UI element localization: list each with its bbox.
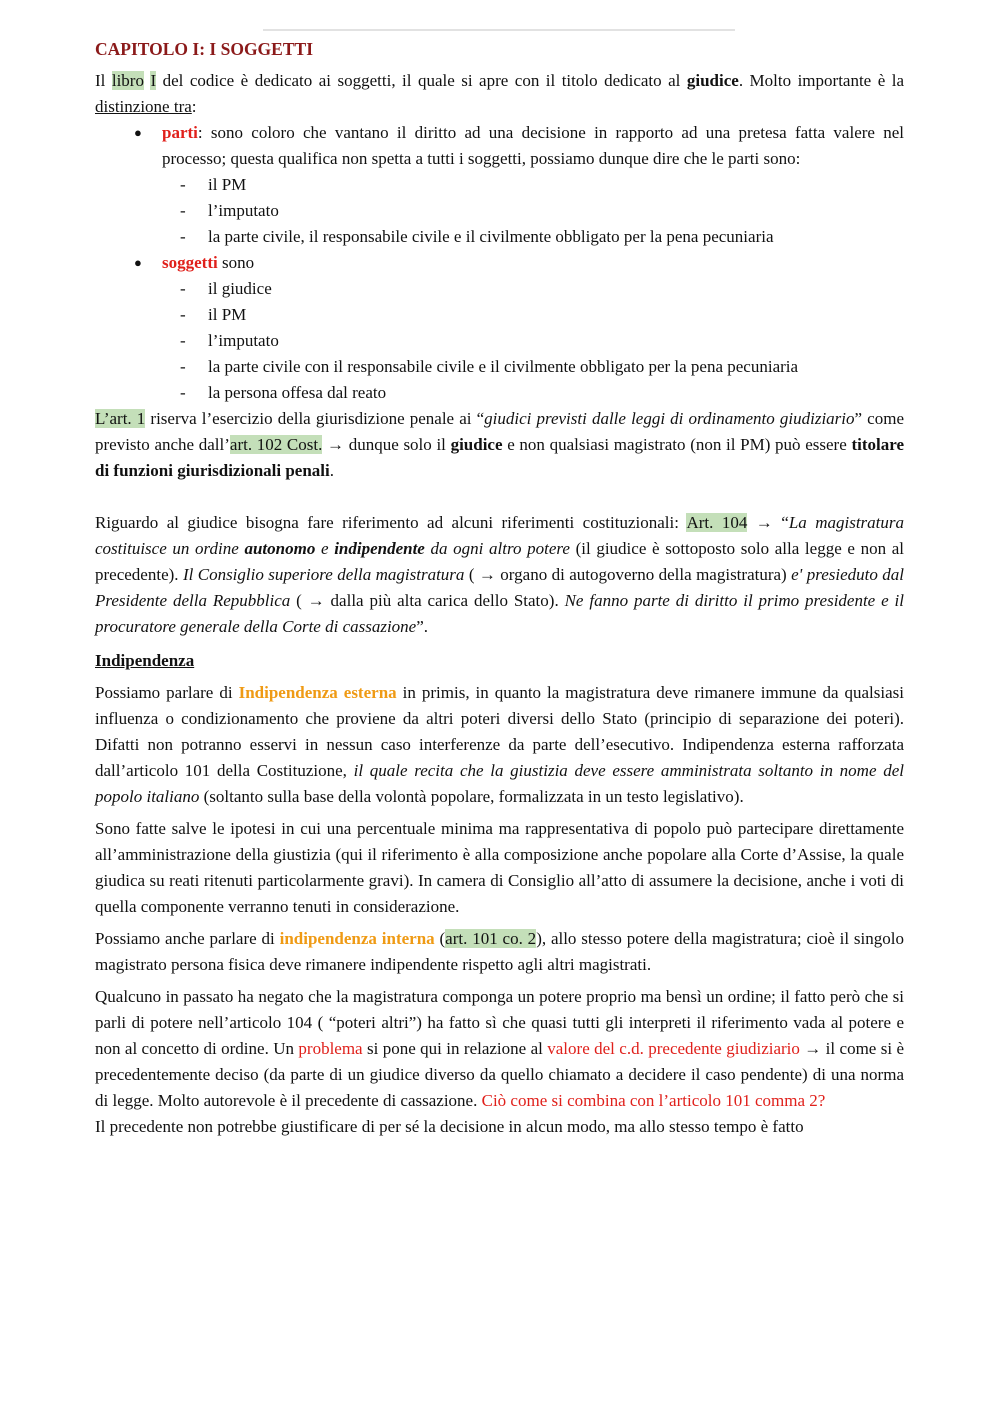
italic-text: il quale recita che la giustizia deve essere amministrata soltanto in nome del popolo italiano <box>95 761 904 806</box>
text: Possiamo parlare di <box>95 683 239 702</box>
art1-paragraph <box>95 406 904 484</box>
text: Il <box>95 71 112 90</box>
art104-paragraph <box>95 510 904 640</box>
text: (il giudice è sottoposto solo alla legge e non al precedente). <box>95 539 905 584</box>
precedente-paragraph <box>95 984 904 1114</box>
list-item: - il PM <box>208 302 904 328</box>
list-item: - la parte civile, il responsabile civile e il civilmente obbligato per la pena pecuniaria <box>208 224 904 250</box>
parti-list <box>162 172 904 250</box>
orange-indipendenza-esterna: Indipendenza esterna <box>238 683 397 702</box>
bold-giudice: giudice <box>450 435 503 454</box>
text: Possiamo anche parlare di <box>95 929 280 948</box>
text: ”. <box>416 617 429 636</box>
text: . Molto importante è la <box>738 71 904 90</box>
text: ( → organo di autogoverno della magistratura) <box>464 565 792 584</box>
indipendenza-esterna-paragraph <box>95 680 904 810</box>
highlight-art102: art. 102 Cost. <box>229 435 323 454</box>
text: ( → dalla più alta carica dello Stato). <box>290 591 565 610</box>
italic-text: e' presieduto dal Presidente della Repubblica <box>95 565 904 610</box>
last-paragraph: Il precedente non potrebbe giustificare di per sé la decisione in alcun modo, ma allo stesso tempo è fatto <box>95 1117 804 1136</box>
soggetti-list <box>162 276 904 406</box>
bold-italic-autonomo: autonomo <box>244 539 316 558</box>
intro-paragraph <box>95 68 904 120</box>
list-item: - la persona offesa dal reato <box>208 380 904 406</box>
highlight-libro: libro <box>111 71 144 90</box>
orange-indipendenza-interna: indipendenza interna <box>279 929 435 948</box>
text: (soltanto sulla base della volontà popolare, formalizzata in un testo legislativo). <box>199 787 744 806</box>
salve-paragraph: Sono fatte salve le ipotesi in cui una percentuale minima ma rappresentativa di popolo può partecipare direttamente all’amministrazione della giustizia (qui il riferimento è alla composizione anche popolare alla Corte d’Assise, la quale giudica su reati ritenuti particolarmente gravi). In camera di Consiglio all’atto di assumere la decisione, anche i voti di quella componente verranno tenuti in considerazione. <box>95 819 904 916</box>
parti-label: parti <box>162 123 198 142</box>
italic-text: Ne fanno parte di diritto il primo presidente e il procuratore generale della Corte di cassazione <box>95 591 904 636</box>
text: → dunque solo il <box>322 435 451 454</box>
text: Riguardo al giudice bisogna fare riferimento ad alcuni riferimenti costituzionali: <box>95 513 687 532</box>
bold-italic-indipendente: indipendente <box>334 539 425 558</box>
soggetti-label: soggetti <box>162 253 218 272</box>
text: e non qualsiasi magistrato (non il PM) può essere <box>502 435 852 454</box>
bold-giudice: giudice <box>686 71 739 90</box>
text: riserva l’esercizio della giurisdizione penale ai “ <box>145 409 485 428</box>
list-item: - la parte civile con il responsabile civile e il civilmente obbligato per la pena pecuniaria <box>208 354 904 380</box>
text: . <box>329 461 335 480</box>
indipendenza-interna-paragraph <box>95 926 904 978</box>
text: : <box>191 97 197 116</box>
chapter-title: CAPITOLO I: I SOGGETTI <box>95 39 313 59</box>
bullet-parti <box>162 120 904 250</box>
text: ” come previsto anche dall’ <box>95 409 904 454</box>
top-rule <box>263 29 735 31</box>
section-title-indipendenza: Indipendenza <box>95 651 195 670</box>
red-problema: problema <box>298 1039 363 1058</box>
highlight-I: I <box>150 71 157 90</box>
text: → il come si è precedentemente deciso (da parte di un giudice diverso da quello chiamato a decidere il caso pendente) di una norma di legge. Molto autorevole è il precedente di cassazione. <box>95 1039 905 1110</box>
red-precedente: valore del c.d. precedente giudiziario <box>547 1039 800 1058</box>
text: ), allo stesso potere della magistratura; cioè il singolo magistrato persona fisica deve rimanere indipendente rispetto agli altri magistrati. <box>95 929 904 974</box>
list-item: - l’imputato <box>208 328 904 354</box>
highlight-art1: L’art. 1 <box>95 409 146 428</box>
soggetti-text: sono <box>217 253 255 272</box>
italic-text: Il Consiglio superiore della magistratura <box>182 565 465 584</box>
document-page <box>95 36 904 1140</box>
text: → “ <box>747 513 789 532</box>
text: del codice è dedicato ai soggetti, il quale si apre con il titolo dedicato al <box>156 71 687 90</box>
italic-text: La magistratura costituisce un ordine <box>95 513 905 558</box>
text: Qualcuno in passato ha negato che la magistratura componga un potere proprio ma bensì un ordine; il fatto però che si parli di potere nell’articolo 104 ( “poteri altri”) ha fatto sì che quasi tutti gli interpreti il riferimento vada al potere e non al concetto di ordine. Un <box>95 987 904 1058</box>
italic-text: da ogni altro potere <box>424 539 570 558</box>
list-item: - il PM <box>208 172 904 198</box>
text: si pone qui in relazione al <box>362 1039 548 1058</box>
text: in primis, in quanto la magistratura deve rimanere immune da qualsiasi influenza o condizionamento che proviene da altri poteri diversi dello Stato (principio di separazione dei poteri). Difatti non potranno esservi in nessun caso interferenze da parte dell’esecutivo. Indipendenza esterna rafforzata dall’articolo 101 della Costituzione, <box>95 683 904 780</box>
underline-distinzione: distinzione tra <box>95 97 192 116</box>
text: ( <box>434 929 446 948</box>
list-item: - l’imputato <box>208 198 904 224</box>
list-item: - il giudice <box>208 276 904 302</box>
red-question: Ciò come si combina con l’articolo 101 comma 2? <box>481 1091 826 1110</box>
parti-text: : sono coloro che vantano il diritto ad una decisione in rapporto ad una pretesa fatta valere nel processo; questa qualifica non spetta a tutti i soggetti, possiamo dunque dire che le parti sono: <box>162 123 904 168</box>
italic-quote: giudici previsti dalle leggi di ordinamento giudiziario <box>484 409 855 428</box>
highlight-art101: art. 101 co. 2 <box>445 929 537 948</box>
bullet-soggetti <box>162 250 904 406</box>
bullet-list <box>95 120 904 406</box>
bold-titolare: titolare di funzioni giurisdizionali penali <box>95 435 904 480</box>
italic-text: e <box>315 539 335 558</box>
highlight-art104: Art. 104 <box>686 513 748 532</box>
